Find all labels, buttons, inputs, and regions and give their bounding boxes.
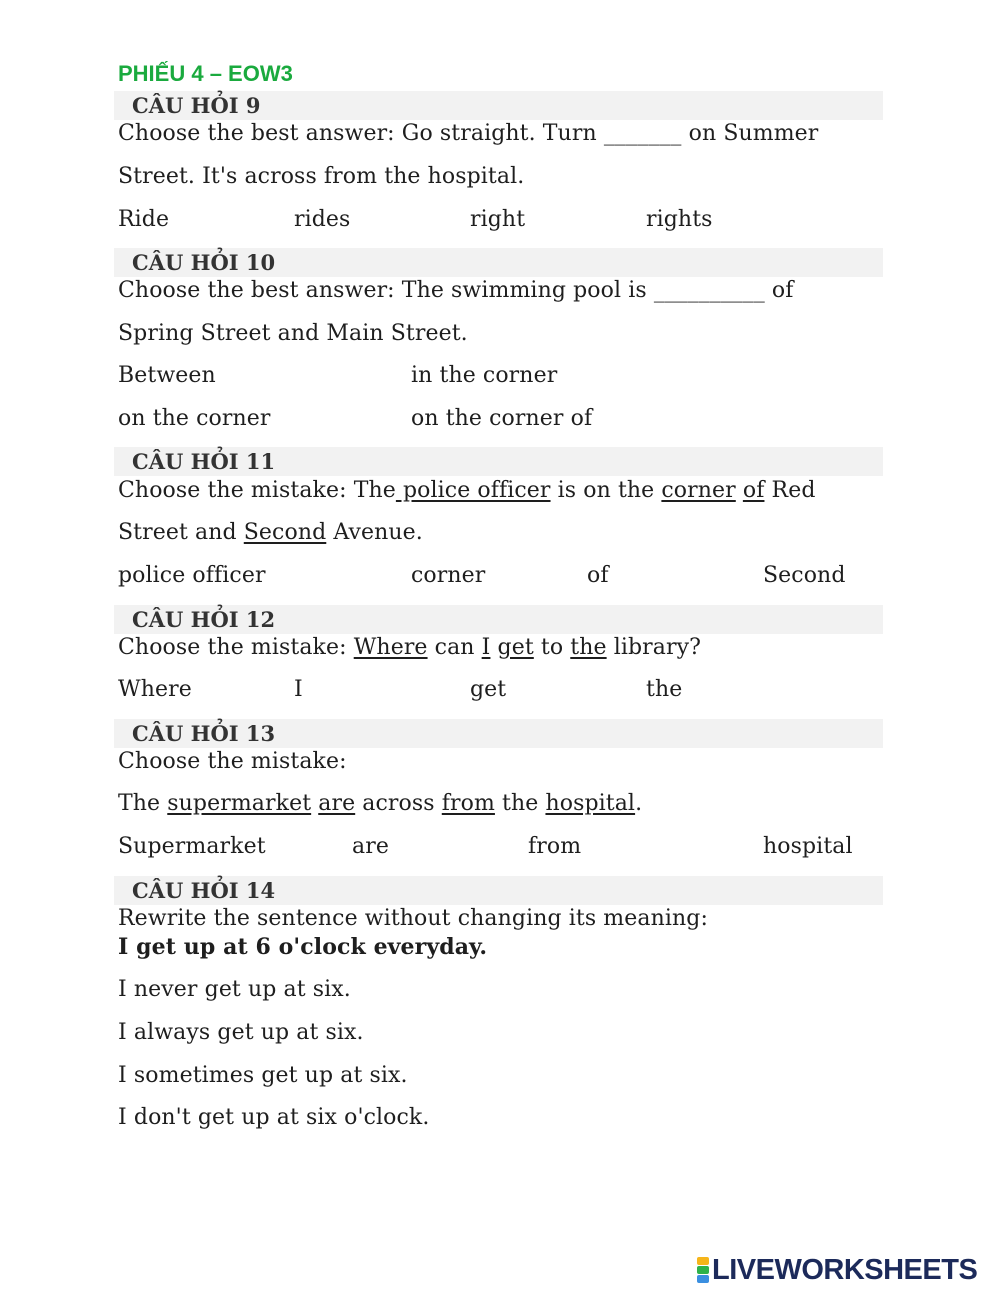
prompt-text: can: [427, 635, 482, 660]
question-10-option-4[interactable]: on the corner of: [411, 406, 593, 431]
logo-block: [697, 1266, 709, 1274]
question-13-header: [114, 719, 883, 748]
prompt-text: [736, 478, 743, 503]
prompt-text: across: [355, 791, 442, 816]
underlined-word: Second: [243, 520, 327, 545]
prompt-text: library?: [606, 635, 702, 660]
question-11-header: [114, 447, 883, 476]
question-14-sentence: I get up at 6 o'clock everyday.: [118, 934, 488, 960]
question-13-prompt-line2: [118, 790, 642, 818]
question-10-option-2[interactable]: in the corner: [411, 363, 558, 388]
prompt-text: The: [118, 791, 168, 816]
question-12-prompt: [118, 634, 701, 662]
question-12-option-1[interactable]: Where: [118, 677, 192, 702]
question-13-option-1[interactable]: Supermarket: [118, 834, 266, 859]
question-11-label: CÂU HỎI 11: [132, 449, 276, 474]
underlined-word: supermarket: [167, 791, 312, 816]
question-9-prompt-line2: Street. It's across from the hospital.: [118, 164, 525, 189]
question-14-option-1[interactable]: I never get up at six.: [118, 977, 351, 1002]
underlined-word: the: [570, 635, 607, 660]
prompt-text: Choose the best answer: Go straight. Turn: [118, 121, 604, 146]
question-12-option-3[interactable]: get: [470, 677, 507, 702]
question-10-option-3[interactable]: on the corner: [118, 406, 271, 431]
question-13-label: CÂU HỎI 13: [132, 721, 276, 746]
question-14-header: [114, 876, 883, 905]
question-10-prompt-line2: Spring Street and Main Street.: [118, 321, 468, 346]
question-14-label: CÂU HỎI 14: [132, 878, 276, 903]
prompt-text: on Summer: [681, 121, 819, 146]
question-14-instruction: Rewrite the sentence without changing its meaning:: [118, 906, 708, 931]
liveworksheets-logo: [697, 1252, 977, 1288]
logo-text: LIVEWORKSHEETS: [712, 1253, 978, 1286]
prompt-text: Choose the mistake:: [118, 635, 354, 660]
logo-block: [697, 1257, 709, 1265]
question-12-option-4[interactable]: the: [646, 677, 683, 702]
question-11-prompt-line1: [118, 477, 816, 505]
question-12-header: [114, 605, 883, 634]
prompt-text: Choose the best answer: The swimming pool is: [118, 278, 654, 303]
prompt-text: of: [764, 278, 794, 303]
question-14-option-4[interactable]: I don't get up at six o'clock.: [118, 1105, 430, 1130]
underlined-word: hospital: [545, 791, 636, 816]
logo-block: [697, 1275, 709, 1283]
prompt-text: Street and: [118, 520, 244, 545]
question-12-label: CÂU HỎI 12: [132, 607, 276, 632]
question-10-label: CÂU HỎI 10: [132, 250, 276, 275]
prompt-text: to: [533, 635, 571, 660]
question-9-label: CÂU HỎI 9: [132, 93, 261, 118]
question-10-prompt-line1: [118, 277, 794, 305]
prompt-text: Choose the mistake: The: [118, 478, 396, 503]
question-11-option-3[interactable]: of: [587, 563, 609, 588]
question-9-header: [114, 91, 883, 120]
underlined-word: of: [742, 478, 765, 503]
prompt-text: Red: [764, 478, 816, 503]
underlined-word: are: [318, 791, 356, 816]
question-13-option-2[interactable]: are: [352, 834, 389, 859]
prompt-text: the: [494, 791, 546, 816]
question-14-option-2[interactable]: I always get up at six.: [118, 1020, 364, 1045]
prompt-text: .: [635, 791, 643, 816]
underlined-word: Where: [353, 635, 428, 660]
prompt-text: [490, 635, 497, 660]
question-11-option-2[interactable]: corner: [411, 563, 486, 588]
question-11-prompt-line2: [118, 519, 423, 547]
underlined-word: I: [481, 635, 491, 660]
logo-blocks-icon: [697, 1257, 709, 1283]
question-13-option-3[interactable]: from: [528, 834, 582, 859]
sheet-title: PHIẾU 4 – EOW3: [118, 61, 293, 86]
question-10-header: [114, 248, 883, 277]
question-9-option-4[interactable]: rights: [646, 207, 713, 232]
question-11-option-1[interactable]: police officer: [118, 563, 266, 588]
question-9-option-2[interactable]: rides: [294, 207, 351, 232]
underlined-word: get: [497, 635, 534, 660]
question-9-option-3[interactable]: right: [470, 207, 526, 232]
question-13-prompt-line1: Choose the mistake:: [118, 749, 347, 774]
answer-blank[interactable]: __________: [653, 278, 765, 303]
prompt-text: Avenue.: [326, 520, 423, 545]
question-14-option-3[interactable]: I sometimes get up at six.: [118, 1063, 408, 1088]
question-12-option-2[interactable]: I: [294, 677, 303, 702]
underlined-word: from: [441, 791, 495, 816]
answer-blank[interactable]: _______: [603, 121, 682, 146]
underlined-word: corner: [661, 478, 736, 503]
question-11-option-4[interactable]: Second: [763, 563, 846, 588]
question-10-option-1[interactable]: Between: [118, 363, 216, 388]
underlined-word: police officer: [395, 478, 551, 503]
question-13-option-4[interactable]: hospital: [763, 834, 853, 859]
prompt-text: is on the: [550, 478, 662, 503]
question-9-option-1[interactable]: Ride: [118, 207, 170, 232]
question-9-prompt-line1: [118, 120, 818, 148]
